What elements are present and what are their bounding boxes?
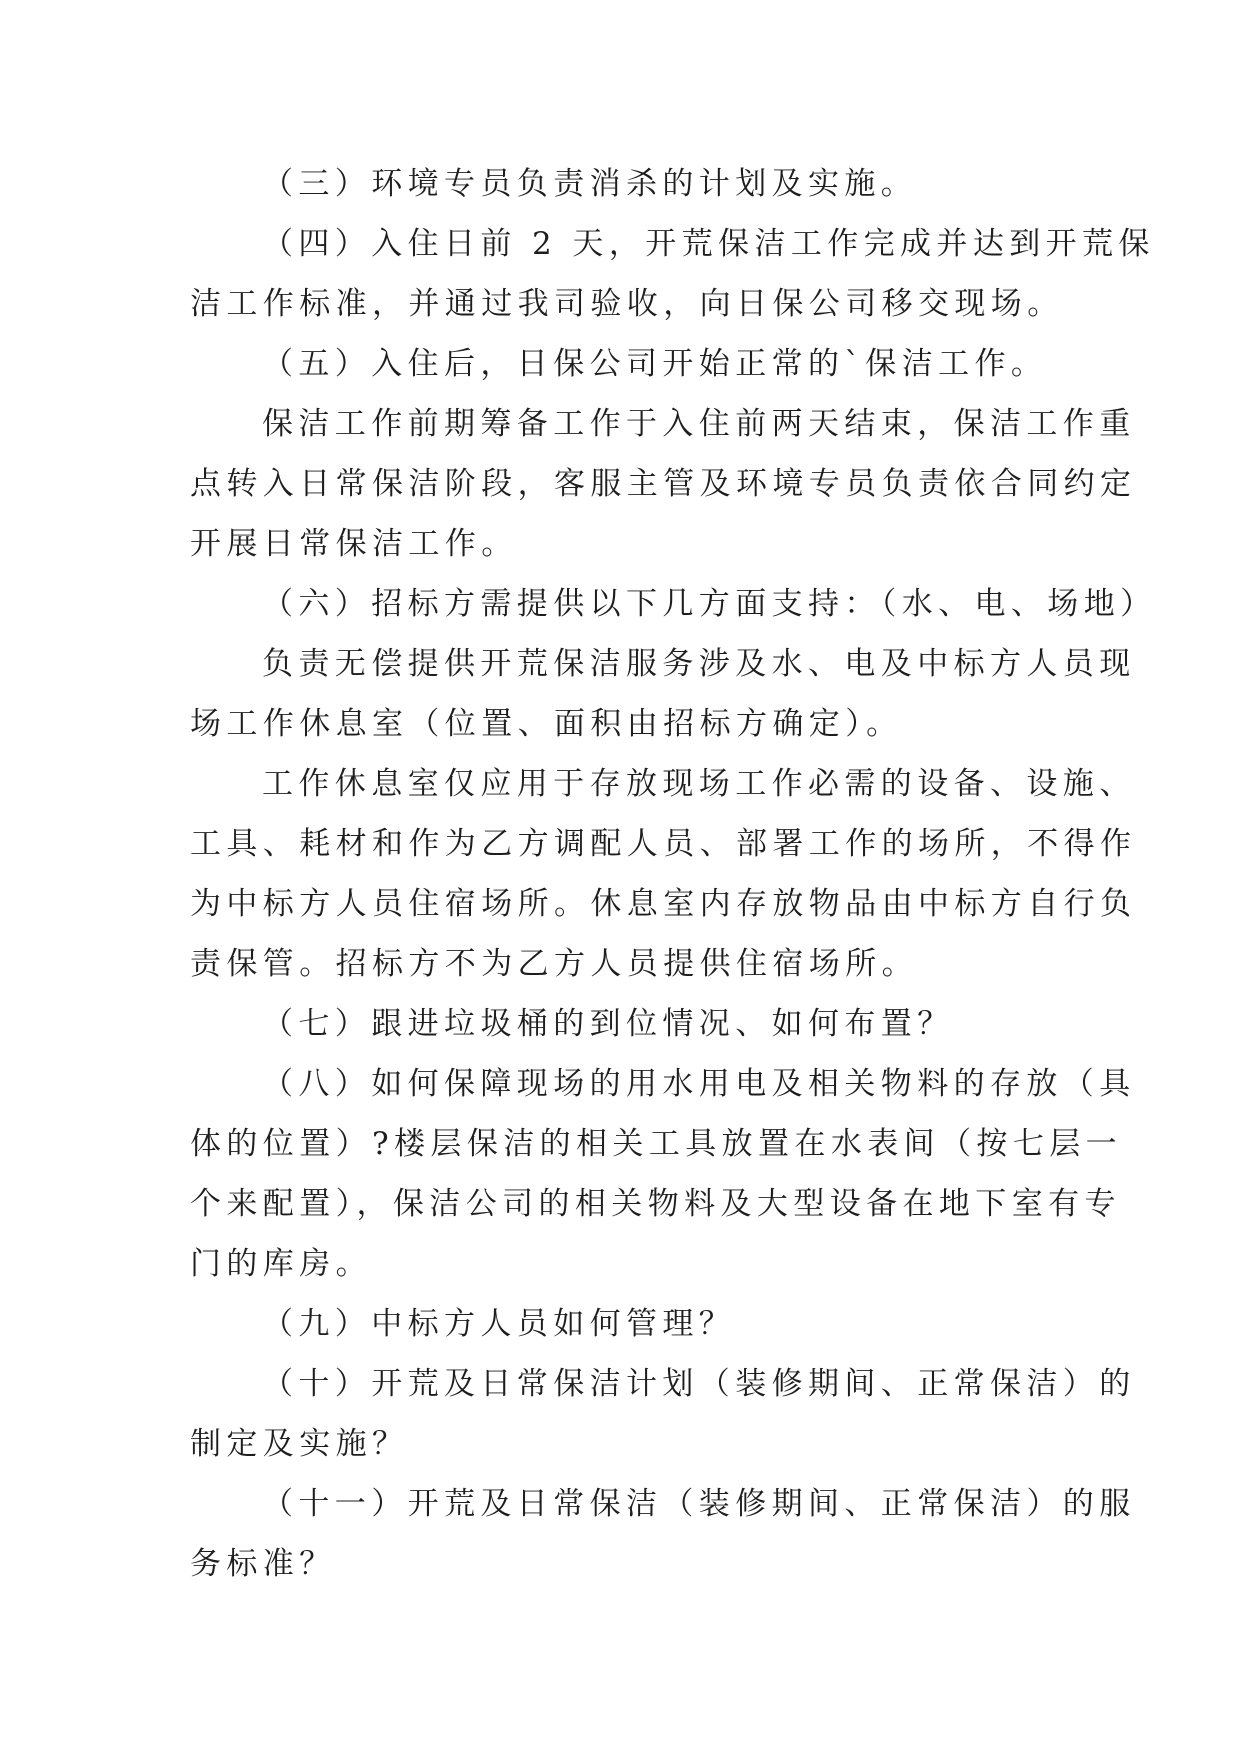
text-line: 点转入日常保洁阶段，客服主管及环境专员负责依合同约定 bbox=[190, 466, 1137, 502]
text-line: （十）开荒及日常保洁计划（装修期间、正常保洁）的 bbox=[262, 1366, 1136, 1402]
text-line: 保洁工作前期筹备工作于入住前两天结束，保洁工作重 bbox=[262, 406, 1136, 442]
text-line: 为中标方人员住宿场所。休息室内存放物品由中标方自行负 bbox=[190, 886, 1137, 922]
text-line: 开展日常保洁工作。 bbox=[190, 526, 518, 562]
text-line: （八）如何保障现场的用水用电及相关物料的存放（具 bbox=[262, 1066, 1136, 1102]
text-line: （四）入住日前 2 天，开荒保洁工作完成并达到开荒保 bbox=[262, 226, 1155, 262]
text-line: 门的库房。 bbox=[190, 1246, 372, 1282]
text-line: 责保管。招标方不为乙方人员提供住宿场所。 bbox=[190, 946, 918, 982]
text-line: （七）跟进垃圾桶的到位情况、如何布置？ bbox=[262, 1006, 954, 1042]
text-line: 体的位置）?楼层保洁的相关工具放置在水表间（按七层一 bbox=[190, 1126, 1123, 1162]
text-line: 负责无偿提供开荒保洁服务涉及水、电及中标方人员现 bbox=[262, 646, 1136, 682]
text-line: 场工作休息室（位置、面积由招标方确定）。 bbox=[190, 706, 903, 742]
document-body bbox=[190, 154, 1157, 1594]
text-line: 务标准？ bbox=[190, 1546, 336, 1582]
text-line: 工作休息室仅应用于存放现场工作必需的设备、设施、 bbox=[262, 766, 1136, 802]
text-line: 工具、耗材和作为乙方调配人员、部署工作的场所，不得作 bbox=[190, 826, 1137, 862]
text-line: （三）环境专员负责消杀的计划及实施。 bbox=[262, 166, 918, 202]
text-line: （九）中标方人员如何管理？ bbox=[262, 1306, 736, 1342]
text-line: （五）入住后，日保公司开始正常的`保洁工作。 bbox=[262, 346, 1048, 382]
text-line: 洁工作标准，并通过我司验收，向日保公司移交现场。 bbox=[190, 286, 1064, 322]
text-line: 个来配置），保洁公司的相关物料及大型设备在地下室有专 bbox=[190, 1186, 1121, 1222]
text-line: （十一）开荒及日常保洁（装修期间、正常保洁）的服 bbox=[262, 1486, 1136, 1522]
text-line: （六）招标方需提供以下几方面支持：（水、电、场地） bbox=[262, 586, 1157, 622]
text-line: 制定及实施？ bbox=[190, 1426, 409, 1462]
